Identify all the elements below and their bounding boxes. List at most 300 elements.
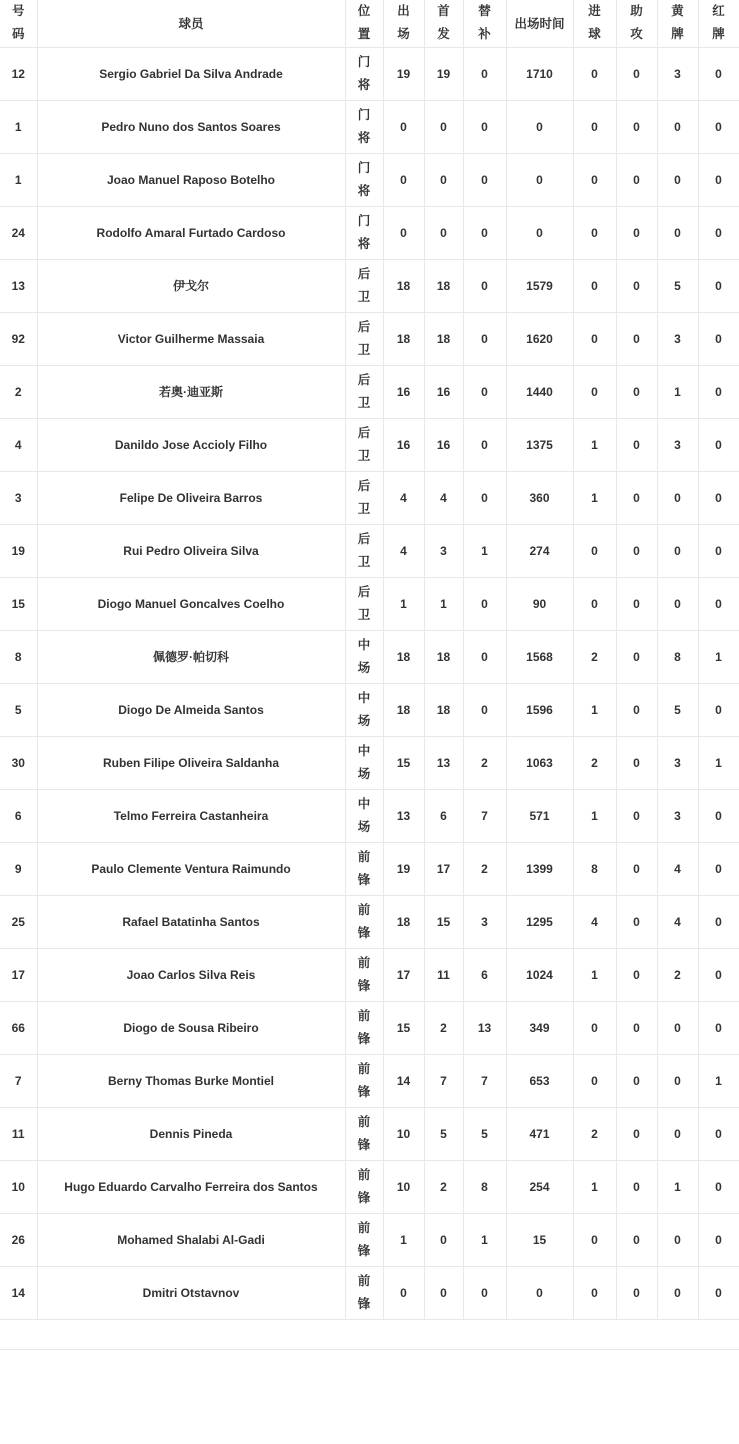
- cell-minutes: [506, 1054, 573, 1107]
- cell-position: [345, 153, 383, 206]
- cell-value: 6: [481, 967, 488, 982]
- table-row: [0, 1054, 739, 1107]
- cell-value: 0: [674, 172, 681, 187]
- column-header-label: 位置: [357, 4, 371, 42]
- cell-value: 26: [11, 1232, 25, 1247]
- cell-starts: [424, 948, 463, 1001]
- cell-number: [0, 789, 37, 842]
- cell-assists: [616, 418, 657, 471]
- cell-value: 15: [396, 755, 411, 770]
- cell-value: 0: [591, 384, 598, 399]
- cell-starts: [424, 630, 463, 683]
- cell-starts: [424, 206, 463, 259]
- table-footer: [0, 1320, 739, 1350]
- cell-subs: [463, 1107, 506, 1160]
- cell-number: [0, 736, 37, 789]
- cell-value: 0: [481, 119, 488, 134]
- player-name: Berny Thomas Burke Montiel: [107, 1073, 275, 1088]
- cell-player: [37, 153, 345, 206]
- cell-yellow_cards: [657, 1266, 698, 1319]
- table-row: [0, 577, 739, 630]
- cell-number: [0, 1213, 37, 1266]
- cell-subs: [463, 418, 506, 471]
- cell-value: 0: [400, 1285, 407, 1300]
- cell-value: 13: [477, 1020, 492, 1035]
- cell-value: 0: [674, 490, 681, 505]
- cell-player: [37, 418, 345, 471]
- cell-value: 0: [715, 1285, 722, 1300]
- cell-value: 3: [440, 543, 447, 558]
- player-name: 若奥·迪亚斯: [159, 385, 223, 399]
- cell-red_cards: [698, 683, 739, 736]
- player-name: Victor Guilherme Massaia: [117, 331, 265, 346]
- cell-value: 4: [674, 914, 681, 929]
- cell-goals: [573, 1160, 616, 1213]
- cell-value: 8: [591, 861, 598, 876]
- cell-value: 18: [436, 649, 451, 664]
- cell-value: 0: [674, 596, 681, 611]
- cell-value: 13: [436, 755, 451, 770]
- column-header-label: 首发: [437, 4, 450, 42]
- cell-value: 0: [633, 490, 640, 505]
- column-header-starts: [424, 0, 463, 47]
- cell-value: 0: [633, 1126, 640, 1141]
- cell-value: 0: [591, 1285, 598, 1300]
- column-header-label: 替补: [478, 4, 491, 42]
- cell-red_cards: [698, 1213, 739, 1266]
- cell-goals: [573, 1213, 616, 1266]
- cell-value: 24: [11, 225, 25, 240]
- cell-goals: [573, 577, 616, 630]
- cell-value: 1: [14, 172, 22, 187]
- table-row: [0, 789, 739, 842]
- cell-red_cards: [698, 100, 739, 153]
- column-header-yellow_cards: [657, 0, 698, 47]
- cell-player: [37, 100, 345, 153]
- cell-goals: [573, 524, 616, 577]
- column-header-minutes: [506, 0, 573, 47]
- cell-position: [345, 418, 383, 471]
- table-row: [0, 206, 739, 259]
- cell-value: 0: [481, 331, 488, 346]
- cell-value: 0: [481, 225, 488, 240]
- cell-assists: [616, 206, 657, 259]
- cell-value: 3: [674, 66, 681, 81]
- cell-subs: [463, 1160, 506, 1213]
- cell-number: [0, 1001, 37, 1054]
- cell-starts: [424, 418, 463, 471]
- cell-value: 0: [536, 119, 543, 134]
- cell-red_cards: [698, 1001, 739, 1054]
- cell-value: 16: [396, 384, 411, 399]
- cell-starts: [424, 1213, 463, 1266]
- cell-assists: [616, 1213, 657, 1266]
- cell-subs: [463, 47, 506, 100]
- cell-value: 14: [396, 1073, 411, 1088]
- cell-minutes: [506, 471, 573, 524]
- cell-value: 11: [437, 967, 450, 982]
- cell-number: [0, 153, 37, 206]
- cell-yellow_cards: [657, 736, 698, 789]
- cell-position: [345, 683, 383, 736]
- column-header-label: 号码: [11, 4, 25, 42]
- cell-value: 0: [591, 1020, 598, 1035]
- player-name: Diogo Manuel Goncalves Coelho: [97, 596, 285, 611]
- table-row: [0, 312, 739, 365]
- cell-minutes: [506, 1213, 573, 1266]
- cell-goals: [573, 365, 616, 418]
- cell-value: 0: [633, 755, 640, 770]
- cell-minutes: [506, 365, 573, 418]
- cell-yellow_cards: [657, 206, 698, 259]
- cell-yellow_cards: [657, 471, 698, 524]
- cell-goals: [573, 1054, 616, 1107]
- cell-goals: [573, 948, 616, 1001]
- column-header-label: 进球: [588, 4, 601, 42]
- cell-number: [0, 365, 37, 418]
- cell-value: 1620: [526, 331, 553, 346]
- cell-subs: [463, 259, 506, 312]
- cell-value: 门将: [357, 107, 371, 145]
- cell-value: 0: [715, 331, 722, 346]
- cell-value: 0: [633, 278, 640, 293]
- table-header-row: [0, 0, 739, 47]
- cell-red_cards: [698, 418, 739, 471]
- cell-value: 中场: [357, 690, 371, 728]
- cell-goals: [573, 471, 616, 524]
- cell-value: 前锋: [357, 1273, 371, 1311]
- cell-value: 571: [529, 808, 550, 823]
- cell-assists: [616, 100, 657, 153]
- cell-value: 0: [633, 649, 640, 664]
- cell-value: 5: [674, 702, 681, 717]
- cell-player: [37, 630, 345, 683]
- cell-yellow_cards: [657, 683, 698, 736]
- player-name: Joao Carlos Silva Reis: [126, 967, 256, 982]
- cell-value: 0: [481, 702, 488, 717]
- cell-appearances: [383, 365, 424, 418]
- cell-value: 19: [11, 543, 25, 558]
- cell-value: 0: [400, 119, 407, 134]
- cell-value: 254: [529, 1179, 550, 1194]
- cell-value: 0: [633, 172, 640, 187]
- cell-appearances: [383, 312, 424, 365]
- cell-starts: [424, 153, 463, 206]
- cell-value: 2: [674, 967, 681, 982]
- cell-position: [345, 842, 383, 895]
- cell-goals: [573, 789, 616, 842]
- cell-number: [0, 471, 37, 524]
- cell-number: [0, 842, 37, 895]
- cell-number: [0, 418, 37, 471]
- cell-value: 前锋: [357, 902, 371, 940]
- cell-value: 16: [436, 384, 451, 399]
- cell-starts: [424, 1107, 463, 1160]
- cell-subs: [463, 524, 506, 577]
- cell-value: 15: [396, 1020, 411, 1035]
- cell-position: [345, 1107, 383, 1160]
- cell-number: [0, 895, 37, 948]
- cell-red_cards: [698, 206, 739, 259]
- cell-value: 8: [14, 649, 22, 664]
- cell-value: 16: [436, 437, 451, 452]
- cell-value: 门将: [357, 160, 371, 198]
- cell-value: 0: [633, 331, 640, 346]
- cell-subs: [463, 312, 506, 365]
- table-row: [0, 259, 739, 312]
- cell-value: 0: [715, 1020, 722, 1035]
- cell-value: 0: [715, 596, 722, 611]
- cell-value: 1440: [526, 384, 553, 399]
- player-name: Paulo Clemente Ventura Raimundo: [91, 861, 291, 876]
- cell-value: 18: [396, 331, 411, 346]
- cell-value: 4: [440, 490, 447, 505]
- cell-assists: [616, 365, 657, 418]
- cell-assists: [616, 577, 657, 630]
- column-header-label: 助攻: [630, 4, 643, 42]
- cell-value: 1375: [526, 437, 553, 452]
- cell-value: 0: [440, 172, 447, 187]
- cell-goals: [573, 895, 616, 948]
- cell-value: 3: [674, 755, 681, 770]
- cell-minutes: [506, 895, 573, 948]
- cell-value: 18: [436, 331, 451, 346]
- cell-value: 19: [436, 66, 451, 81]
- cell-starts: [424, 1160, 463, 1213]
- cell-value: 0: [591, 66, 598, 81]
- cell-value: 0: [674, 1020, 681, 1035]
- cell-red_cards: [698, 1160, 739, 1213]
- table-row: [0, 1107, 739, 1160]
- cell-starts: [424, 736, 463, 789]
- cell-appearances: [383, 259, 424, 312]
- cell-red_cards: [698, 471, 739, 524]
- cell-starts: [424, 524, 463, 577]
- cell-value: 2: [591, 1126, 598, 1141]
- cell-goals: [573, 47, 616, 100]
- cell-value: 15: [11, 596, 25, 611]
- player-name: Felipe De Oliveira Barros: [119, 490, 263, 505]
- cell-appearances: [383, 524, 424, 577]
- cell-yellow_cards: [657, 47, 698, 100]
- cell-value: 0: [633, 1020, 640, 1035]
- player-name: Telmo Ferreira Castanheira: [113, 808, 269, 823]
- player-name: 伊戈尔: [172, 279, 209, 293]
- cell-minutes: [506, 524, 573, 577]
- cell-value: 4: [14, 437, 22, 452]
- cell-value: 1: [440, 596, 447, 611]
- cell-goals: [573, 259, 616, 312]
- cell-yellow_cards: [657, 630, 698, 683]
- cell-red_cards: [698, 259, 739, 312]
- cell-value: 1: [715, 1073, 722, 1088]
- cell-minutes: [506, 577, 573, 630]
- cell-value: 17: [396, 967, 411, 982]
- cell-value: 0: [591, 119, 598, 134]
- cell-yellow_cards: [657, 259, 698, 312]
- cell-number: [0, 206, 37, 259]
- cell-goals: [573, 736, 616, 789]
- cell-appearances: [383, 1213, 424, 1266]
- cell-value: 1: [481, 1232, 488, 1247]
- cell-value: 1596: [526, 702, 553, 717]
- cell-position: [345, 1001, 383, 1054]
- cell-value: 18: [396, 278, 411, 293]
- cell-position: [345, 630, 383, 683]
- table-row: [0, 153, 739, 206]
- cell-value: 0: [715, 543, 722, 558]
- column-header-subs: [463, 0, 506, 47]
- cell-value: 1: [400, 596, 407, 611]
- cell-player: [37, 1160, 345, 1213]
- cell-assists: [616, 153, 657, 206]
- cell-red_cards: [698, 1107, 739, 1160]
- player-name: Sergio Gabriel Da Silva Andrade: [99, 66, 283, 81]
- table-row: [0, 524, 739, 577]
- cell-position: [345, 259, 383, 312]
- cell-value: 0: [715, 1179, 722, 1194]
- cell-value: 后卫: [357, 478, 371, 516]
- cell-value: 0: [715, 1232, 722, 1247]
- cell-value: 2: [14, 384, 22, 399]
- cell-appearances: [383, 630, 424, 683]
- cell-goals: [573, 683, 616, 736]
- table-row: [0, 736, 739, 789]
- cell-value: 1: [591, 808, 598, 823]
- cell-red_cards: [698, 736, 739, 789]
- cell-starts: [424, 842, 463, 895]
- cell-starts: [424, 365, 463, 418]
- cell-subs: [463, 1001, 506, 1054]
- cell-value: 0: [591, 1073, 598, 1088]
- cell-subs: [463, 1213, 506, 1266]
- cell-value: 1: [715, 649, 722, 664]
- cell-player: [37, 365, 345, 418]
- cell-value: 66: [11, 1020, 25, 1035]
- cell-value: 1295: [526, 914, 553, 929]
- cell-assists: [616, 1001, 657, 1054]
- cell-red_cards: [698, 47, 739, 100]
- cell-value: 0: [715, 225, 722, 240]
- cell-value: 0: [481, 437, 488, 452]
- cell-subs: [463, 100, 506, 153]
- cell-red_cards: [698, 948, 739, 1001]
- cell-value: 4: [400, 543, 407, 558]
- cell-assists: [616, 842, 657, 895]
- cell-value: 0: [400, 225, 407, 240]
- cell-appearances: [383, 736, 424, 789]
- cell-yellow_cards: [657, 789, 698, 842]
- cell-value: 2: [591, 649, 598, 664]
- cell-minutes: [506, 630, 573, 683]
- cell-value: 1579: [526, 278, 553, 293]
- cell-value: 1568: [526, 649, 553, 664]
- cell-value: 0: [536, 1285, 543, 1300]
- cell-number: [0, 630, 37, 683]
- cell-value: 后卫: [357, 372, 371, 410]
- cell-value: 0: [633, 967, 640, 982]
- cell-assists: [616, 1054, 657, 1107]
- cell-number: [0, 948, 37, 1001]
- player-name: Ruben Filipe Oliveira Saldanha: [102, 755, 280, 770]
- cell-minutes: [506, 206, 573, 259]
- table-row: [0, 418, 739, 471]
- cell-value: 后卫: [357, 425, 371, 463]
- cell-red_cards: [698, 524, 739, 577]
- cell-value: 后卫: [357, 531, 371, 569]
- cell-yellow_cards: [657, 1054, 698, 1107]
- cell-value: 0: [715, 702, 722, 717]
- cell-position: [345, 895, 383, 948]
- player-name: Pedro Nuno dos Santos Soares: [101, 119, 281, 134]
- cell-value: 0: [633, 861, 640, 876]
- cell-assists: [616, 47, 657, 100]
- cell-value: 3: [674, 808, 681, 823]
- cell-yellow_cards: [657, 1213, 698, 1266]
- player-name: Danildo Jose Accioly Filho: [114, 437, 268, 452]
- player-name: Rui Pedro Oliveira Silva: [123, 543, 259, 558]
- cell-subs: [463, 1266, 506, 1319]
- cell-value: 17: [436, 861, 451, 876]
- cell-value: 14: [11, 1285, 25, 1300]
- cell-value: 3: [14, 490, 22, 505]
- player-name: Diogo de Sousa Ribeiro: [123, 1020, 259, 1035]
- cell-red_cards: [698, 577, 739, 630]
- cell-value: 0: [715, 172, 722, 187]
- table-row: [0, 1160, 739, 1213]
- cell-value: 0: [481, 1285, 488, 1300]
- cell-red_cards: [698, 153, 739, 206]
- cell-value: 0: [633, 543, 640, 558]
- cell-assists: [616, 312, 657, 365]
- cell-assists: [616, 1160, 657, 1213]
- cell-value: 1710: [526, 66, 553, 81]
- cell-value: 1399: [526, 861, 553, 876]
- player-name: 佩德罗·帕切科: [153, 650, 229, 664]
- cell-value: 4: [591, 914, 598, 929]
- cell-position: [345, 577, 383, 630]
- cell-number: [0, 47, 37, 100]
- cell-minutes: [506, 683, 573, 736]
- cell-value: 1: [591, 967, 598, 982]
- cell-appearances: [383, 418, 424, 471]
- cell-value: 1: [674, 1179, 681, 1194]
- cell-position: [345, 1054, 383, 1107]
- cell-position: [345, 1213, 383, 1266]
- cell-value: 1: [591, 490, 598, 505]
- cell-value: 4: [674, 861, 681, 876]
- cell-red_cards: [698, 895, 739, 948]
- cell-value: 2: [591, 755, 598, 770]
- cell-yellow_cards: [657, 895, 698, 948]
- cell-number: [0, 100, 37, 153]
- cell-position: [345, 1266, 383, 1319]
- cell-player: [37, 1107, 345, 1160]
- cell-yellow_cards: [657, 948, 698, 1001]
- cell-value: 13: [11, 278, 25, 293]
- cell-value: 0: [633, 384, 640, 399]
- cell-value: 12: [11, 66, 25, 81]
- cell-subs: [463, 365, 506, 418]
- cell-red_cards: [698, 630, 739, 683]
- cell-appearances: [383, 1160, 424, 1213]
- cell-appearances: [383, 471, 424, 524]
- cell-position: [345, 365, 383, 418]
- cell-appearances: [383, 47, 424, 100]
- cell-value: 1063: [526, 755, 553, 770]
- table-row: [0, 1213, 739, 1266]
- cell-goals: [573, 842, 616, 895]
